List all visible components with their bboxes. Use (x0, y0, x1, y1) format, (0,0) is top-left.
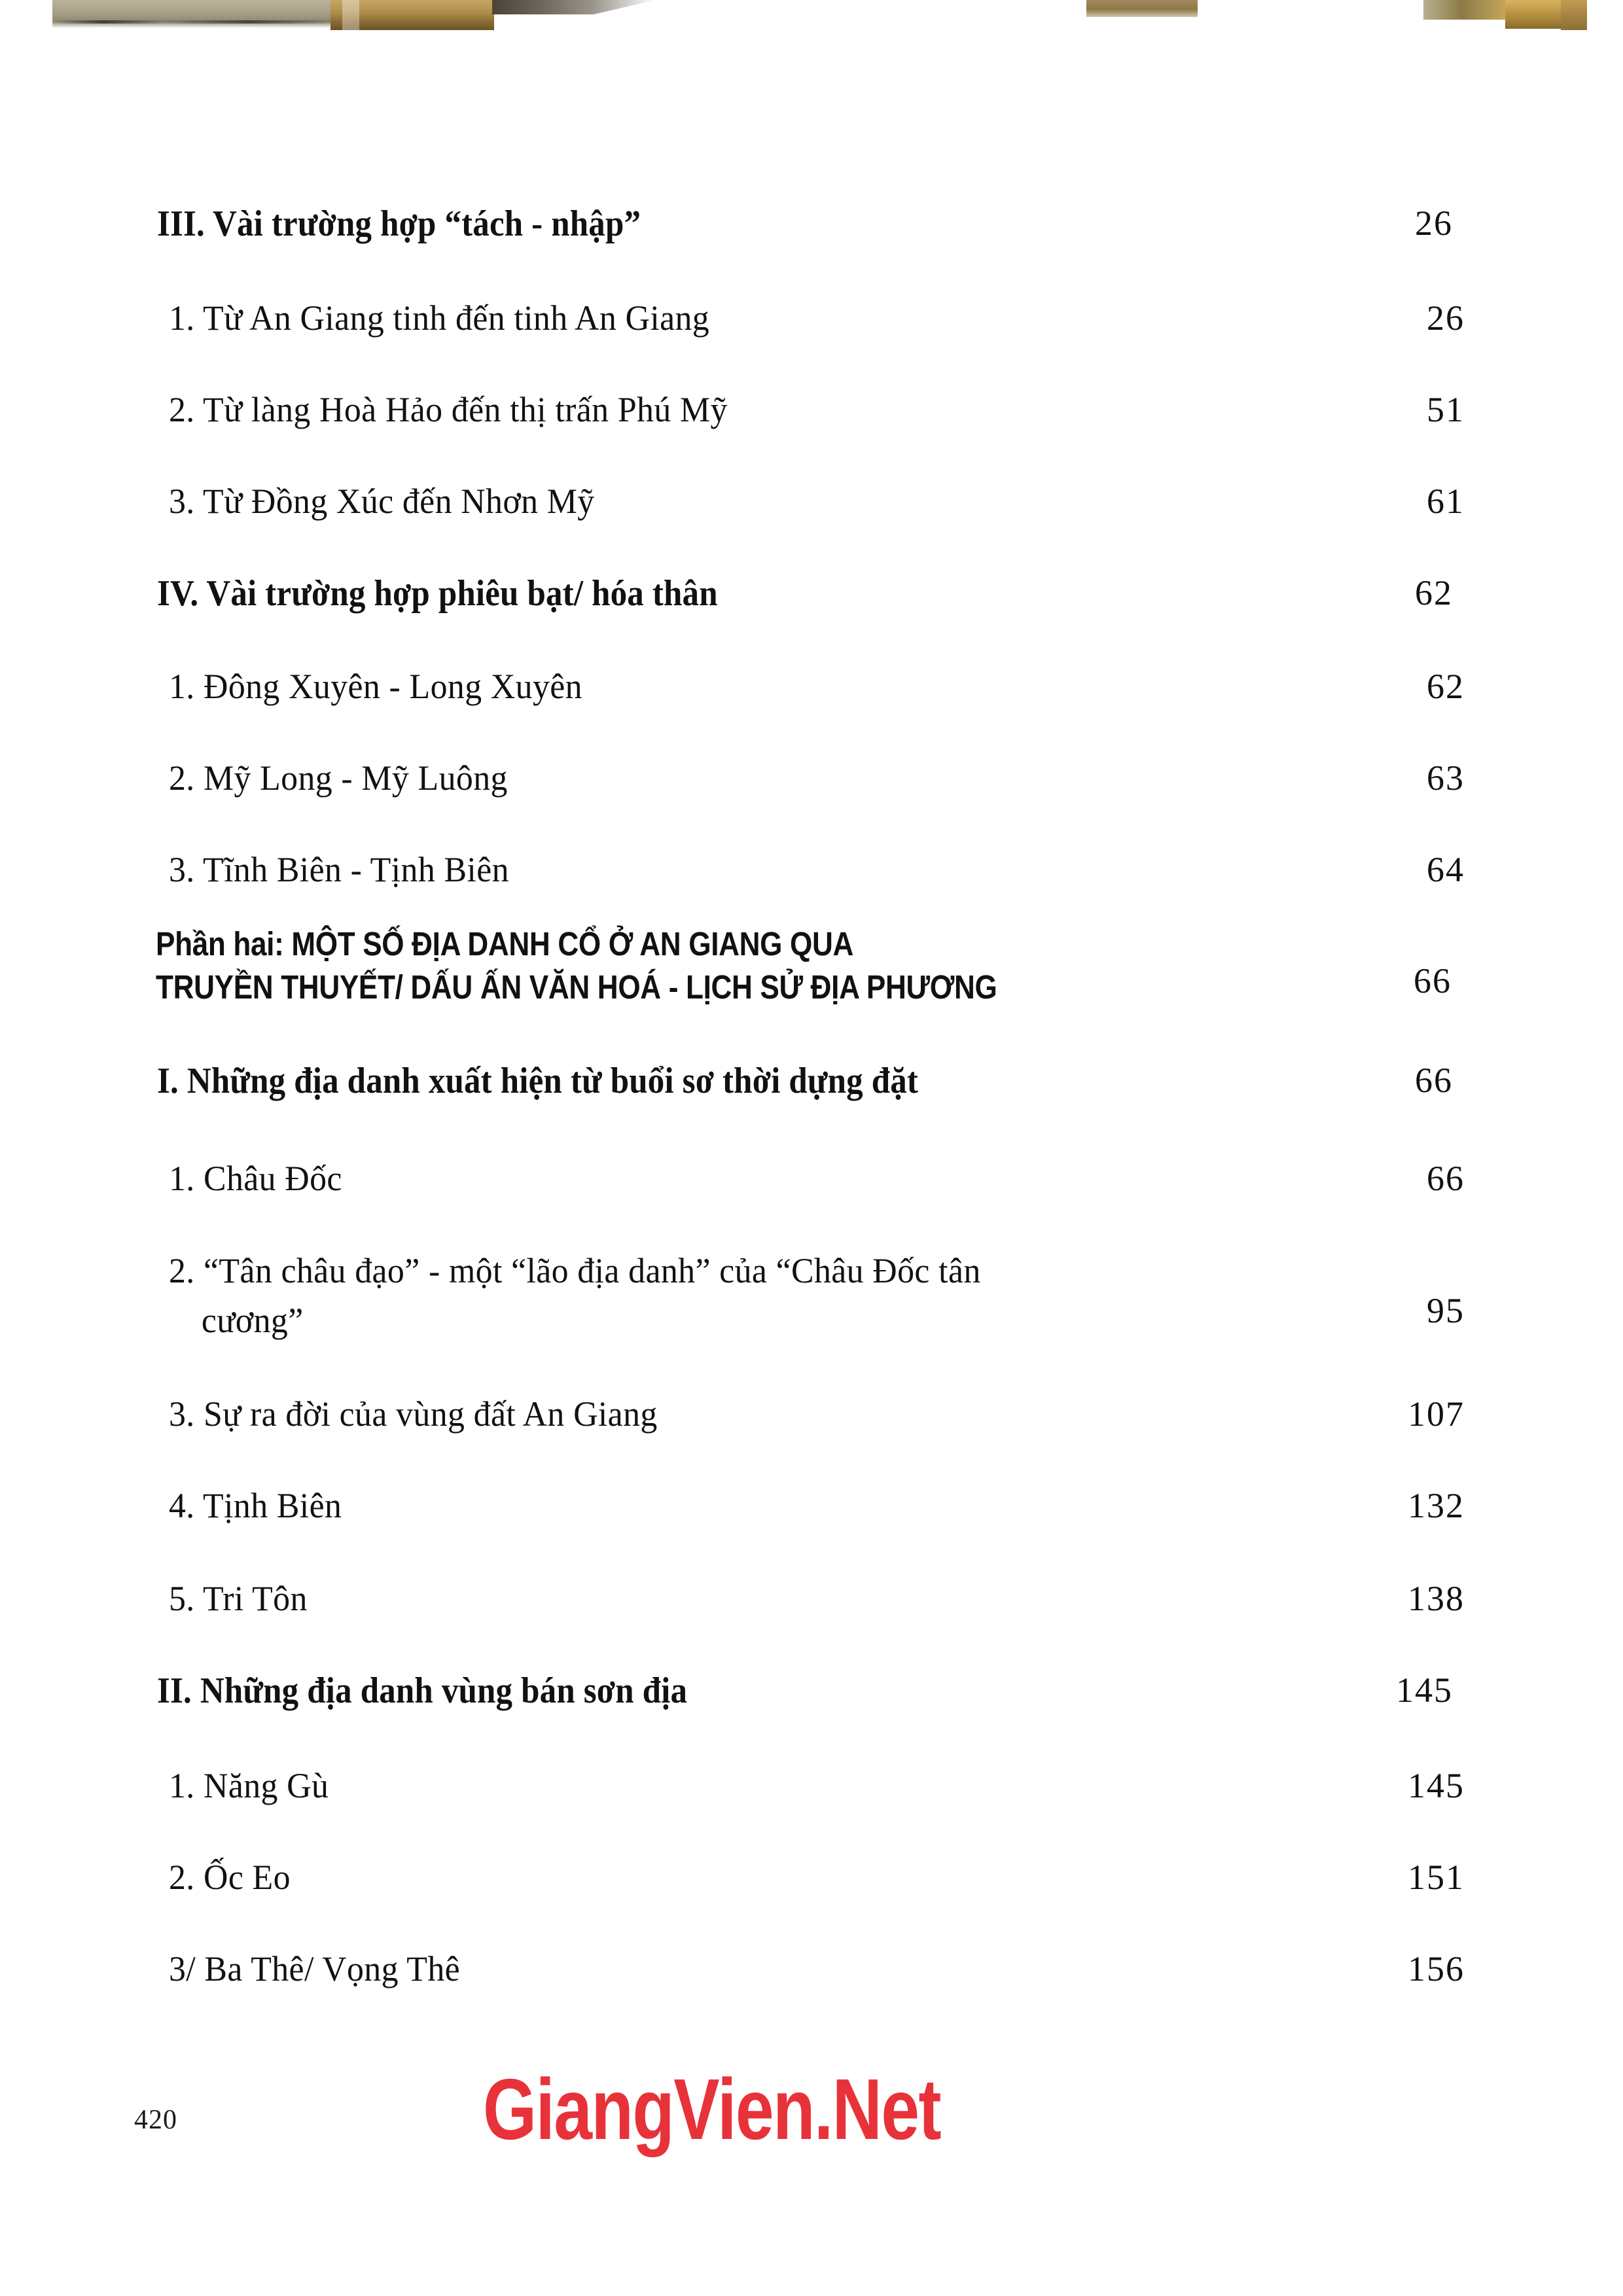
toc-section-heading-label: IV. Vài trường hợp phiêu bạt/ hóa thân (157, 573, 718, 614)
toc-entry-label: 4. Tịnh Biên (169, 1486, 342, 1525)
toc-page-number: 63 (1427, 758, 1465, 798)
toc-entry-label: 1. Từ An Giang tinh đến tinh An Giang (169, 298, 710, 338)
scan-artifact-segment (1505, 0, 1564, 29)
toc-page-number: 66 (1414, 961, 1452, 1000)
toc-page-number: 145 (1396, 1670, 1453, 1710)
scan-artifact-segment (330, 0, 494, 30)
toc-section-heading-label: III. Vài trường hợp “tách - nhập” (157, 203, 641, 244)
toc-entry-label: 2. Mỹ Long - Mỹ Luông (169, 758, 508, 798)
toc-entry (169, 1394, 1465, 1435)
toc-page-number: 156 (1408, 1949, 1465, 1988)
toc-entry-label: 3. Tĩnh Biên - Tịnh Biên (169, 850, 509, 889)
toc-entry-label: 1. Châu Đốc (169, 1159, 342, 1198)
toc-part-heading-line-2: TRUYỀN THUYẾT/ DẤU ẤN VĂN HOÁ - LỊCH SỬ ĐỊA PHƯƠNG (156, 968, 997, 1006)
page-folio-number: 420 (134, 2105, 177, 2135)
toc-entry (169, 389, 1465, 431)
toc-section-heading-label: II. Những địa danh vùng bán sơn địa (157, 1670, 688, 1711)
toc-entry (169, 298, 1465, 339)
toc-entry-label (169, 1246, 981, 1345)
scan-edge-artifact (0, 0, 1623, 30)
toc-page-number: 62 (1427, 667, 1465, 706)
toc-section-heading (157, 1060, 1453, 1103)
toc-part-heading-line-1: Phần hai: MỘT SỐ ĐỊA DANH CỔ Ở AN GIANG QUA (156, 925, 854, 963)
toc-entry (169, 481, 1465, 522)
toc-entry-label: 5. Tri Tôn (169, 1579, 308, 1618)
toc-entry (169, 1485, 1465, 1527)
scan-artifact-segment (492, 0, 656, 14)
toc-page-number: 95 (1427, 1291, 1465, 1330)
toc-page-number: 66 (1415, 1061, 1453, 1100)
toc-entry-label: 2. Ốc Eo (169, 1858, 291, 1897)
toc-entry (169, 1857, 1465, 1898)
toc-entry (169, 758, 1465, 799)
toc-section-heading-label: I. Những địa danh xuất hiện từ buổi sơ thời dựng đặt (157, 1061, 919, 1101)
toc-entry-line-1: 2. “Tân châu đạo” - một “lão địa danh” của “Châu Đốc tân (169, 1251, 981, 1290)
toc-page-number: 66 (1427, 1159, 1465, 1198)
toc-page-number: 62 (1415, 573, 1453, 612)
toc-section-heading (157, 203, 1453, 245)
toc-entry (169, 1246, 1465, 1345)
toc-entry-label: 1. Năng Gù (169, 1766, 329, 1805)
scan-artifact-segment (1086, 0, 1198, 17)
toc-entry (169, 1158, 1465, 1199)
toc-section-heading (157, 573, 1453, 615)
toc-entry-label: 3/ Ba Thê/ Vọng Thê (169, 1949, 461, 1988)
toc-entry (169, 849, 1465, 891)
toc-entry-label: 3. Sự ra đời của vùng đất An Giang (169, 1394, 658, 1434)
scan-artifact-segment (52, 0, 334, 27)
giangvien-watermark: GiangVien.Net (483, 2061, 941, 2157)
toc-page-number: 61 (1427, 482, 1465, 521)
toc-page-number: 51 (1427, 390, 1465, 429)
toc-page-number: 26 (1427, 298, 1465, 338)
toc-section-heading (157, 1670, 1453, 1712)
toc-part-heading-label (156, 923, 997, 1010)
toc-entry-label: 3. Từ Đồng Xúc đến Nhơn Mỹ (169, 482, 595, 521)
toc-page-number: 26 (1415, 203, 1453, 243)
toc-entry (169, 1765, 1465, 1807)
toc-entry (169, 1578, 1465, 1619)
scan-artifact-segment (1423, 0, 1508, 20)
toc-page-number: 132 (1408, 1486, 1465, 1525)
toc-entry (169, 666, 1465, 707)
toc-entry-line-2: cương” (201, 1300, 304, 1340)
toc-page-number: 151 (1408, 1858, 1465, 1897)
toc-entry (169, 1949, 1465, 1990)
toc-page-number: 145 (1408, 1766, 1465, 1805)
toc-page-number: 64 (1427, 850, 1465, 889)
toc-page-number: 107 (1408, 1394, 1465, 1434)
toc-entry-label: 1. Đông Xuyên - Long Xuyên (169, 667, 582, 706)
scan-artifact-segment (1561, 0, 1587, 30)
toc-part-heading (156, 923, 1452, 1010)
toc-entry-label: 2. Từ làng Hoà Hảo đến thị trấn Phú Mỹ (169, 390, 728, 429)
toc-page-number: 138 (1408, 1579, 1465, 1618)
